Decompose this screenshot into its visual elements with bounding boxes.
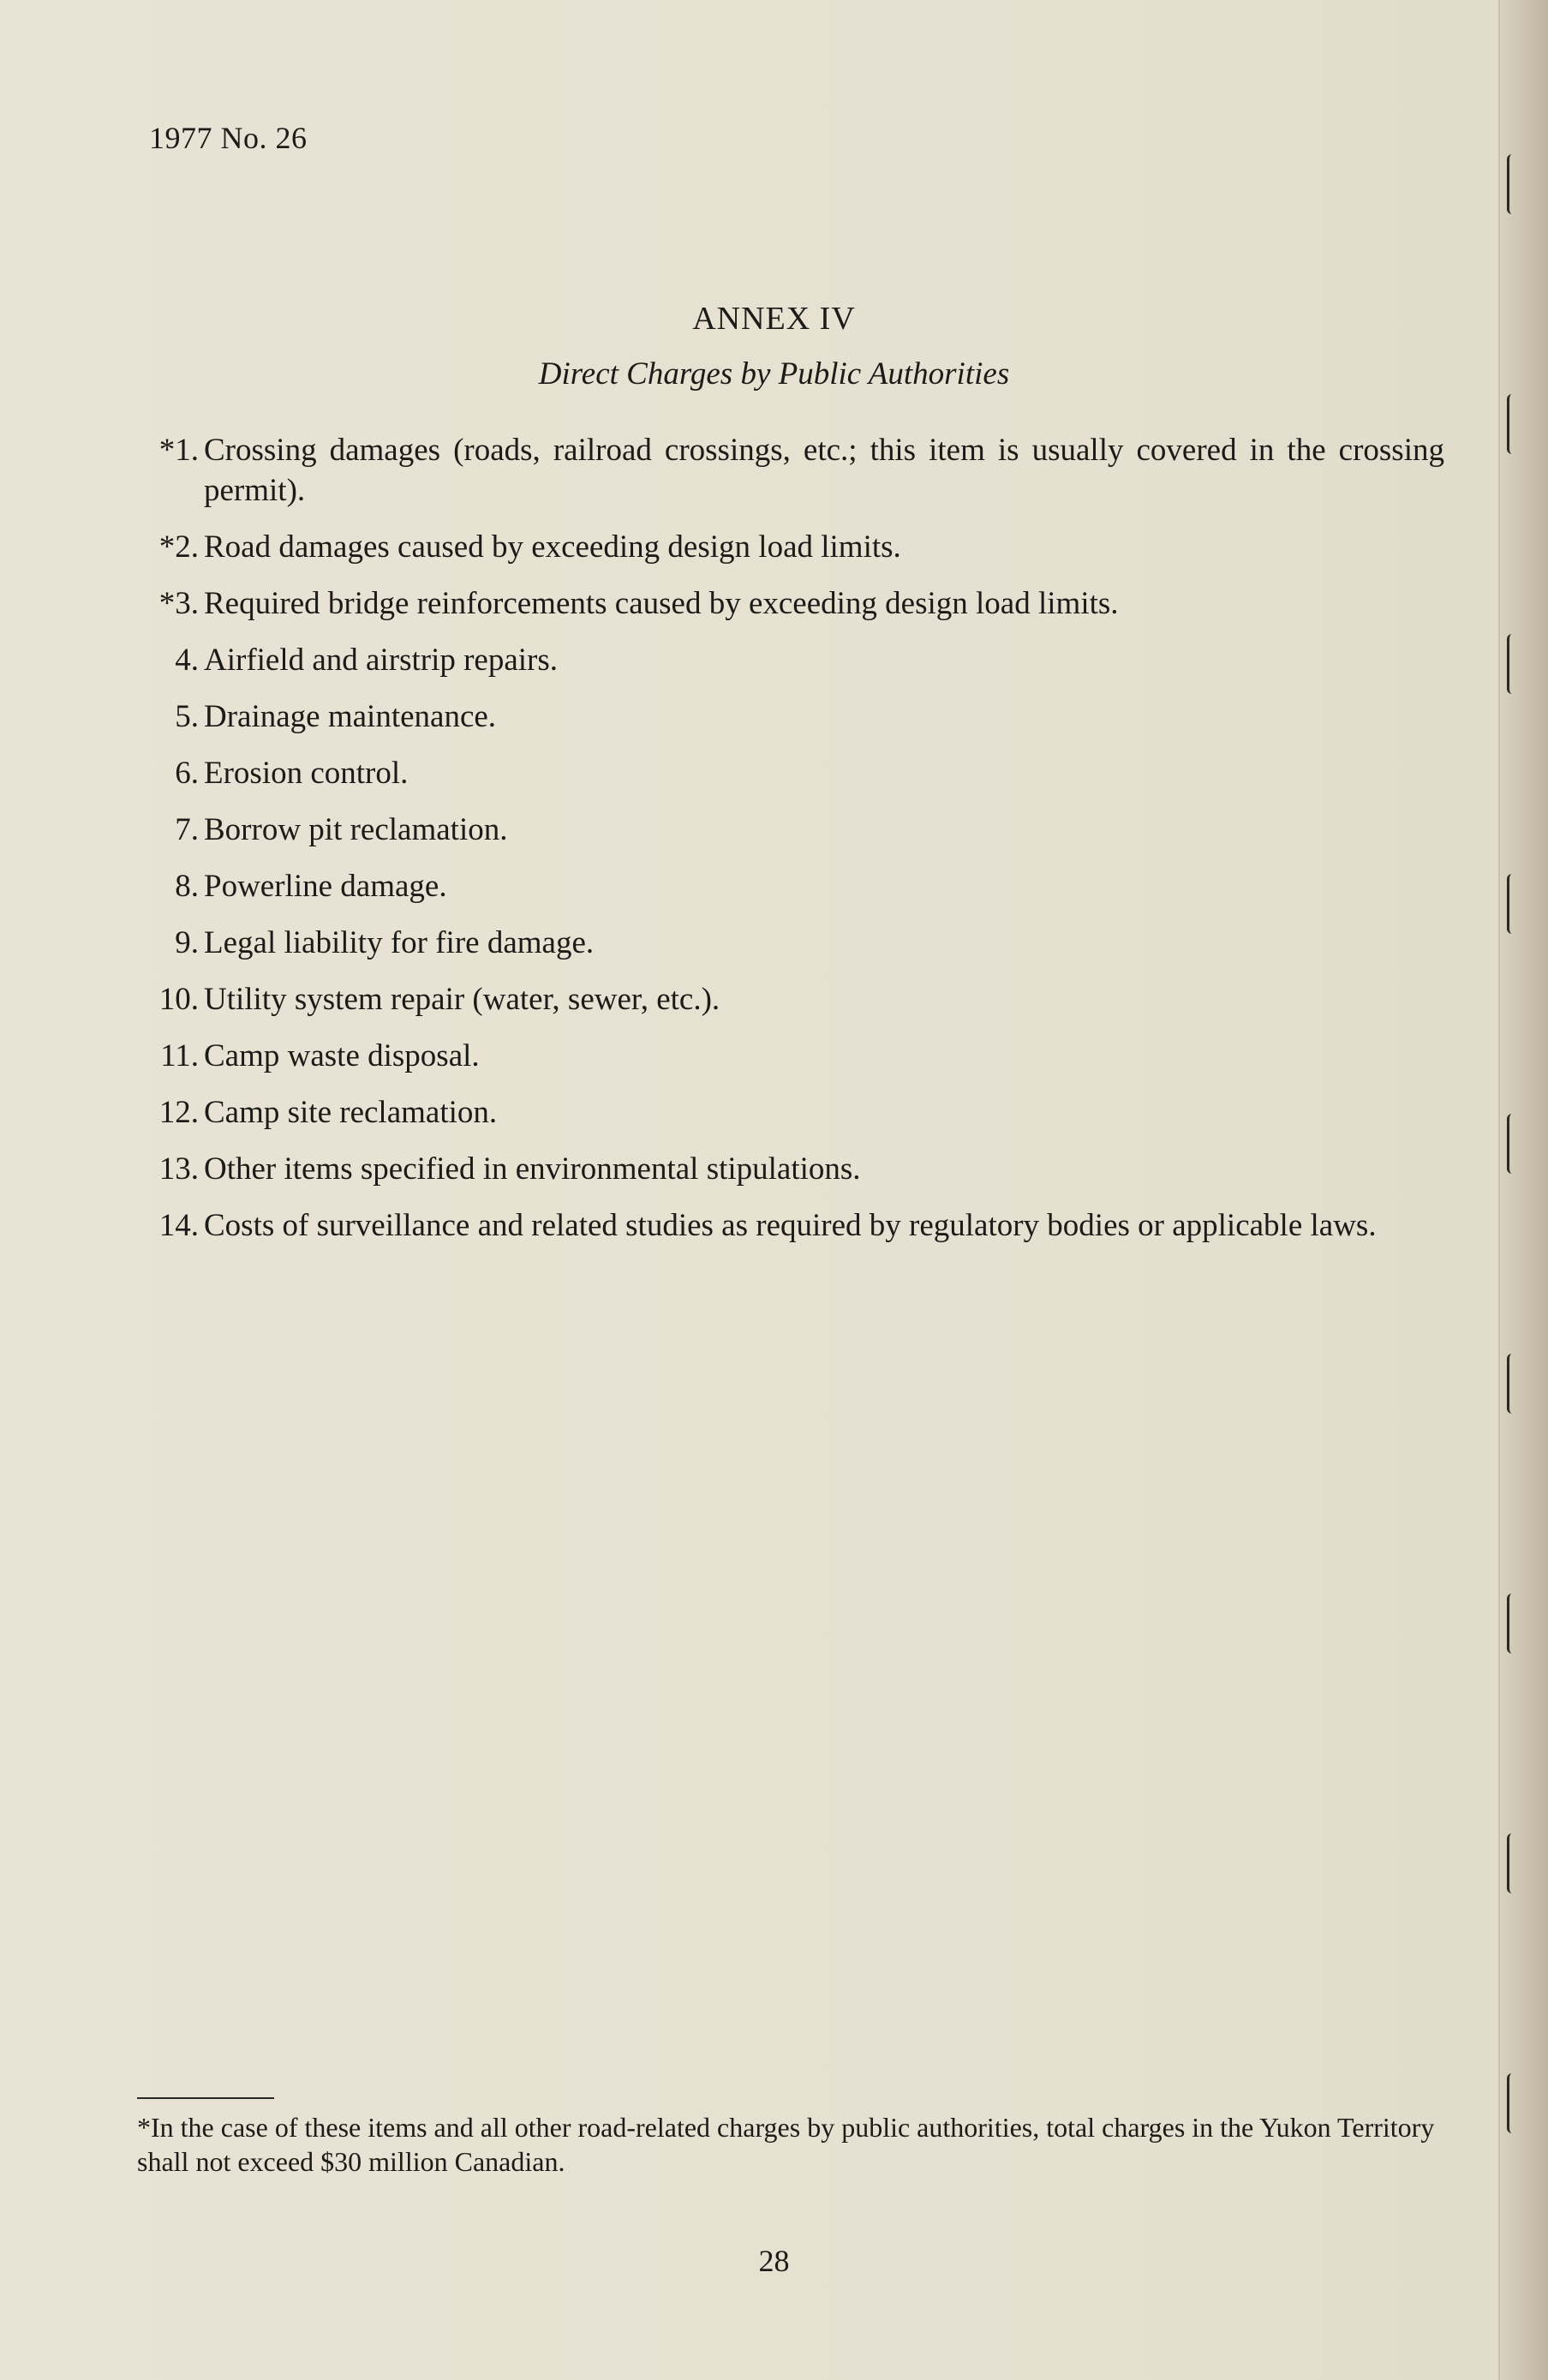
item-text: Required bridge reinforcements caused by exceeding design load limits.	[204, 586, 1119, 621]
item-number: 14.	[158, 1208, 199, 1243]
binding-mark	[1507, 1594, 1518, 1653]
item-text: Other items specified in environmental stipulations.	[204, 1151, 861, 1187]
item-text: Road damages caused by exceeding design load limits.	[204, 529, 901, 565]
item-number: *1.	[158, 433, 199, 468]
page-header: 1977 No. 26	[149, 121, 308, 155]
item-text: Camp site reclamation.	[204, 1095, 498, 1130]
annex-title: ANNEX IV	[692, 301, 856, 337]
item-text: Legal liability for fire damage.	[204, 925, 595, 960]
item-text: Borrow pit reclamation.	[204, 812, 508, 847]
item-number: *2.	[158, 529, 199, 565]
item-text: Drainage maintenance.	[204, 699, 497, 734]
list-item	[149, 527, 1444, 567]
item-text: Costs of surveillance and related studies as required by regulatory bodies or applicable laws.	[204, 1208, 1377, 1243]
item-number: 6.	[175, 756, 199, 791]
item-number: 9.	[175, 925, 199, 960]
list-item	[149, 866, 1444, 906]
binding-mark	[1507, 1833, 1518, 1893]
item-number: 5.	[175, 699, 199, 734]
item-number: 4.	[175, 643, 199, 678]
binding-mark	[1507, 1354, 1518, 1414]
list-item	[149, 1205, 1444, 1246]
item-number: 11.	[160, 1038, 199, 1073]
list-item	[149, 1036, 1444, 1076]
list-item	[149, 1092, 1444, 1133]
item-number: *3.	[158, 586, 199, 621]
item-number: 10.	[158, 982, 199, 1017]
list-item	[149, 923, 1444, 963]
footnote: *In the case of these items and all other road-related charges by public authorities, total charges in the Yukon Territory shall not exceed $30 million Canadian.	[137, 2112, 1435, 2177]
list-item	[149, 979, 1444, 1020]
list-item	[149, 430, 1444, 511]
list-item	[149, 753, 1444, 793]
list-item	[149, 640, 1444, 680]
binding-mark	[1507, 2073, 1518, 2133]
item-text: Powerline damage.	[204, 869, 447, 904]
list-item	[149, 810, 1444, 850]
item-number: 7.	[175, 812, 199, 847]
annex-subtitle: Direct Charges by Public Authorities	[538, 356, 1010, 392]
list-item	[149, 697, 1444, 737]
binding-mark	[1507, 634, 1518, 694]
binding-mark	[1507, 394, 1518, 454]
item-text: Utility system repair (water, sewer, etc.).	[204, 982, 720, 1017]
page-number: 28	[758, 2244, 790, 2278]
item-text: Erosion control.	[204, 756, 409, 791]
footnote-divider	[137, 2097, 274, 2099]
item-number: 8.	[175, 869, 199, 904]
item-text: Airfield and airstrip repairs.	[204, 643, 559, 678]
item-text: Crossing damages (roads, railroad crossings, etc.; this item is usually covered in the crossing permit).	[204, 433, 1444, 508]
binding-mark	[1507, 1114, 1518, 1174]
item-text: Camp waste disposal.	[204, 1038, 480, 1073]
charges-list	[149, 430, 1444, 1262]
list-item	[149, 1149, 1444, 1189]
binding-mark	[1507, 154, 1518, 214]
binding-mark	[1507, 874, 1518, 934]
item-number: 12.	[158, 1095, 199, 1130]
list-item	[149, 583, 1444, 624]
item-number: 13.	[158, 1151, 199, 1187]
